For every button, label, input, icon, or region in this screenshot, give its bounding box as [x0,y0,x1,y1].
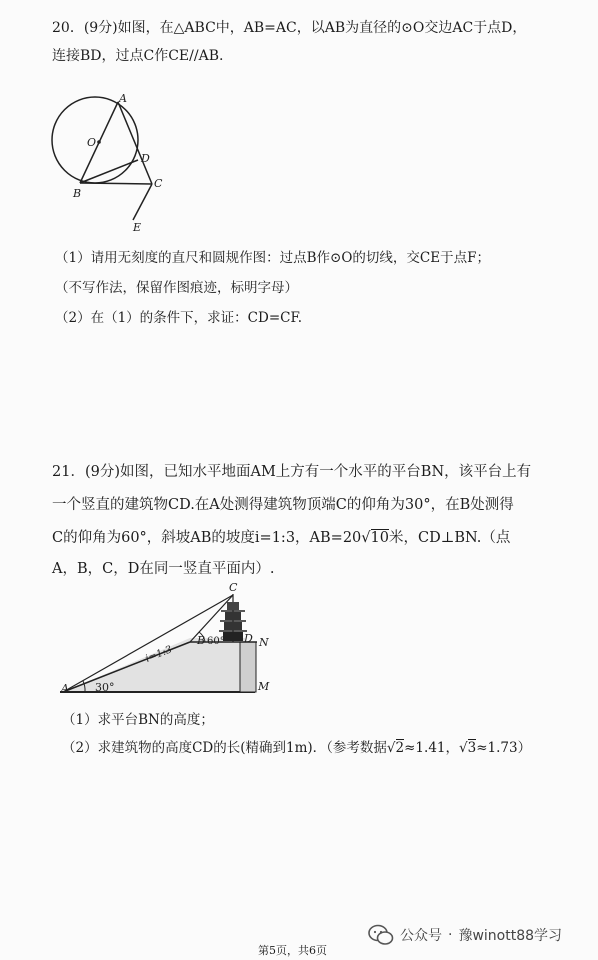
q20-line2: 连接BD，过点C作CE//AB. [52,48,224,64]
sqrt-3: 3 [467,740,477,756]
segment-bc [80,183,152,184]
label-a: A [61,682,69,695]
watermark-dot: · [448,927,453,943]
q21-line2: 一个竖直的建筑物CD.在A处测得建筑物顶端C的仰角为30°，在B处测得 [52,497,514,513]
label-n: N [259,636,269,649]
q21-part2-a: （2）求建筑物的高度CD的长(精确到1m)．（参考数据 [62,740,387,756]
label-slope: i=1:3 [144,644,174,665]
label-a: A [119,92,127,105]
page-footer: 第5页，共6页 [258,944,327,957]
q21-line1: 21．(9分)如图，已知水平地面AM上方有一个水平的平台BN，该平台上有 [52,464,532,480]
segment-ce [133,184,152,220]
label-angle-60: 60° [207,636,225,647]
slope-building-figure [55,580,285,700]
sqrt-10: 10 [370,530,389,546]
sqrt-symbol: √ [386,740,396,756]
circle-triangle-figure [45,90,185,240]
label-m: M [258,680,270,693]
q21-part2-b: ≈1.73） [476,740,532,756]
q21-line4: A，B，C，D在同一竖直平面内）. [52,561,275,577]
q20-part1: （1）请用无刻度的直尺和圆规作图：过点B作⊙O的切线，交CE于点F； [55,250,490,266]
sqrt-symbol: √ [361,530,371,546]
label-d: D [141,152,150,165]
label-b: B [197,634,206,647]
q21-part2 [62,736,531,756]
center-point [97,140,101,144]
q21-line3 [52,526,510,547]
q21-part1: （1）求平台BN的高度； [62,712,214,728]
label-c: C [229,581,238,594]
q20-part1-note: （不写作法，保留作图痕迹，标明字母） [55,280,298,296]
watermark-account: 豫winott88学习 [458,928,563,944]
label-d: D [244,632,253,645]
label-e: E [133,221,142,234]
label-o: O [87,136,97,149]
watermark-brand: 公众号 [400,928,442,944]
watermark [368,924,562,946]
wechat-icon [368,924,394,946]
q20-part2: （2）在（1）的条件下，求证：CD=CF. [55,310,303,326]
q21-line3-b: 米，CD⊥BN.（点 [388,530,511,546]
label-c: C [154,177,163,190]
q21-part2-m: ≈1.41， [404,740,459,756]
q21-line3-a: C的仰角为60°，斜坡AB的坡度i=1:3，AB=20 [52,530,362,546]
sqrt-symbol: √ [459,740,468,756]
label-b: B [73,187,82,200]
q20-line1: 20．(9分)如图，在△ABC中，AB=AC，以AB为直径的⊙O交边AC于点D， [52,20,527,36]
label-angle-30: 30° [95,681,115,694]
sqrt-2: 2 [395,740,405,756]
platform-block [240,642,256,692]
